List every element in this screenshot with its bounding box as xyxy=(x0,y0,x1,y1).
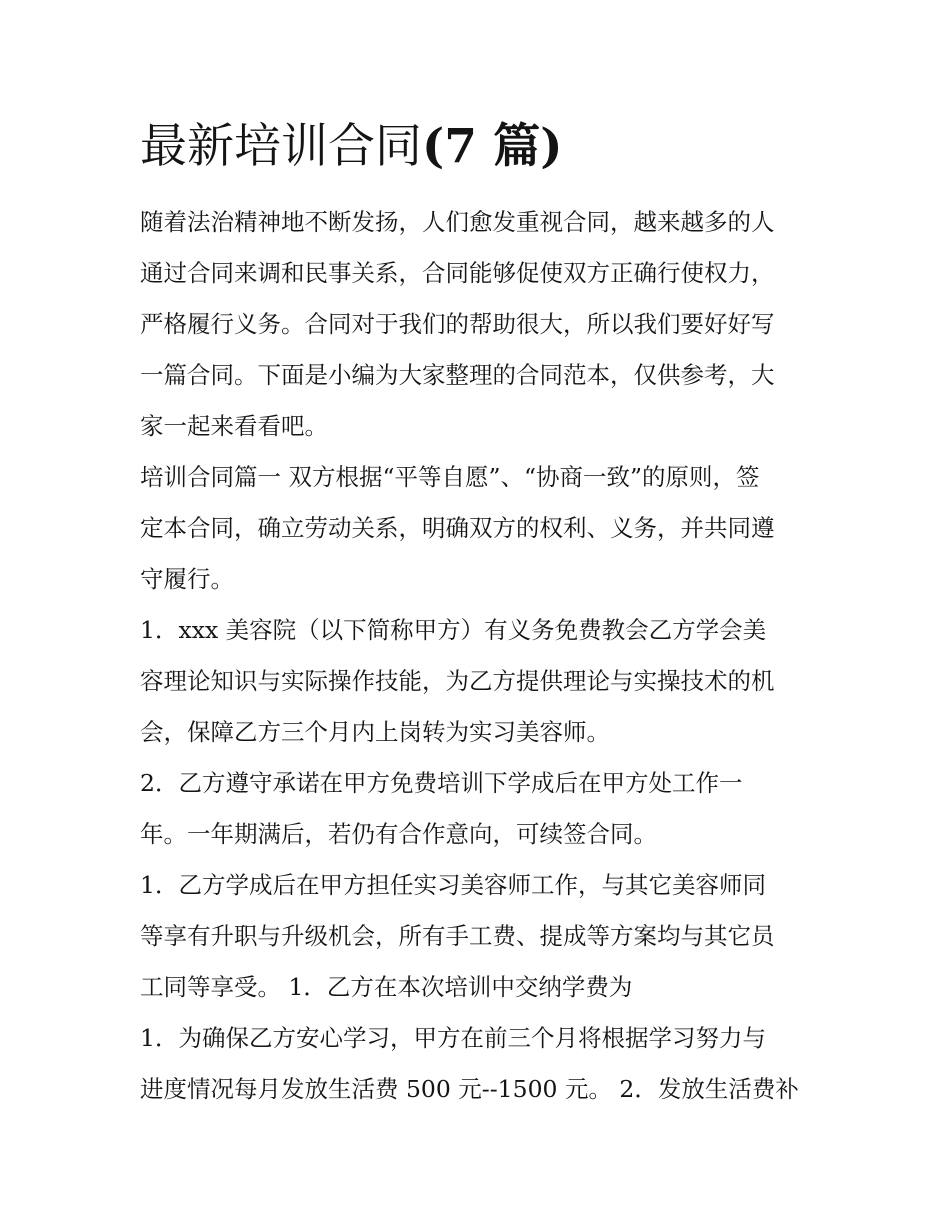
document-title-count: (7 篇) xyxy=(422,119,563,174)
body-line: 2．乙方遵守承诺在甲方免费培训下学成后在甲方处工作一 xyxy=(140,769,743,797)
body-line: 通过合同来调和民事关系，合同能够促使双方正确行使权力， xyxy=(140,259,775,287)
body-line: 定本合同，确立劳动关系，明确双方的权利、义务，并共同遵 xyxy=(140,514,775,542)
body-line: 进度情况每月发放生活费 500 元--1500 元。 2．发放生活费补 xyxy=(140,1075,799,1103)
body-line: 家一起来看看吧。 xyxy=(140,412,328,440)
body-line: 容理论知识与实际操作技能，为乙方提供理论与实操技术的机 xyxy=(140,667,775,695)
document-title xyxy=(140,114,563,180)
body-line: 年。一年期满后，若仍有合作意向，可续签合同。 xyxy=(140,820,657,848)
body-line: 工同等享受。 1．乙方在本次培训中交纳学费为 xyxy=(140,973,633,1001)
body-line: 严格履行义务。合同对于我们的帮助很大，所以我们要好好写 xyxy=(140,310,775,338)
body-line: 等享有升职与升级机会，所有手工费、提成等方案均与其它员 xyxy=(140,922,775,950)
body-line: 一篇合同。下面是小编为大家整理的合同范本，仅供参考，大 xyxy=(140,361,775,389)
document-title-text: 最新培训合同 xyxy=(140,119,422,174)
body-line: 随着法治精神地不断发扬，人们愈发重视合同，越来越多的人 xyxy=(140,208,775,236)
body-line: 守履行。 xyxy=(140,565,234,593)
body-line: 培训合同篇一 双方根据“平等自愿”、“协商一致”的原则，签 xyxy=(140,463,760,491)
document-body xyxy=(140,197,815,1115)
body-line: 1．xxx 美容院（以下简称甲方）有义务免费教会乙方学会美 xyxy=(140,616,767,644)
body-line: 1．为确保乙方安心学习，甲方在前三个月将根据学习努力与 xyxy=(140,1024,766,1052)
body-line: 会，保障乙方三个月内上岗转为实习美容师。 xyxy=(140,718,610,746)
body-line: 1．乙方学成后在甲方担任实习美容师工作，与其它美容师同 xyxy=(140,871,766,899)
